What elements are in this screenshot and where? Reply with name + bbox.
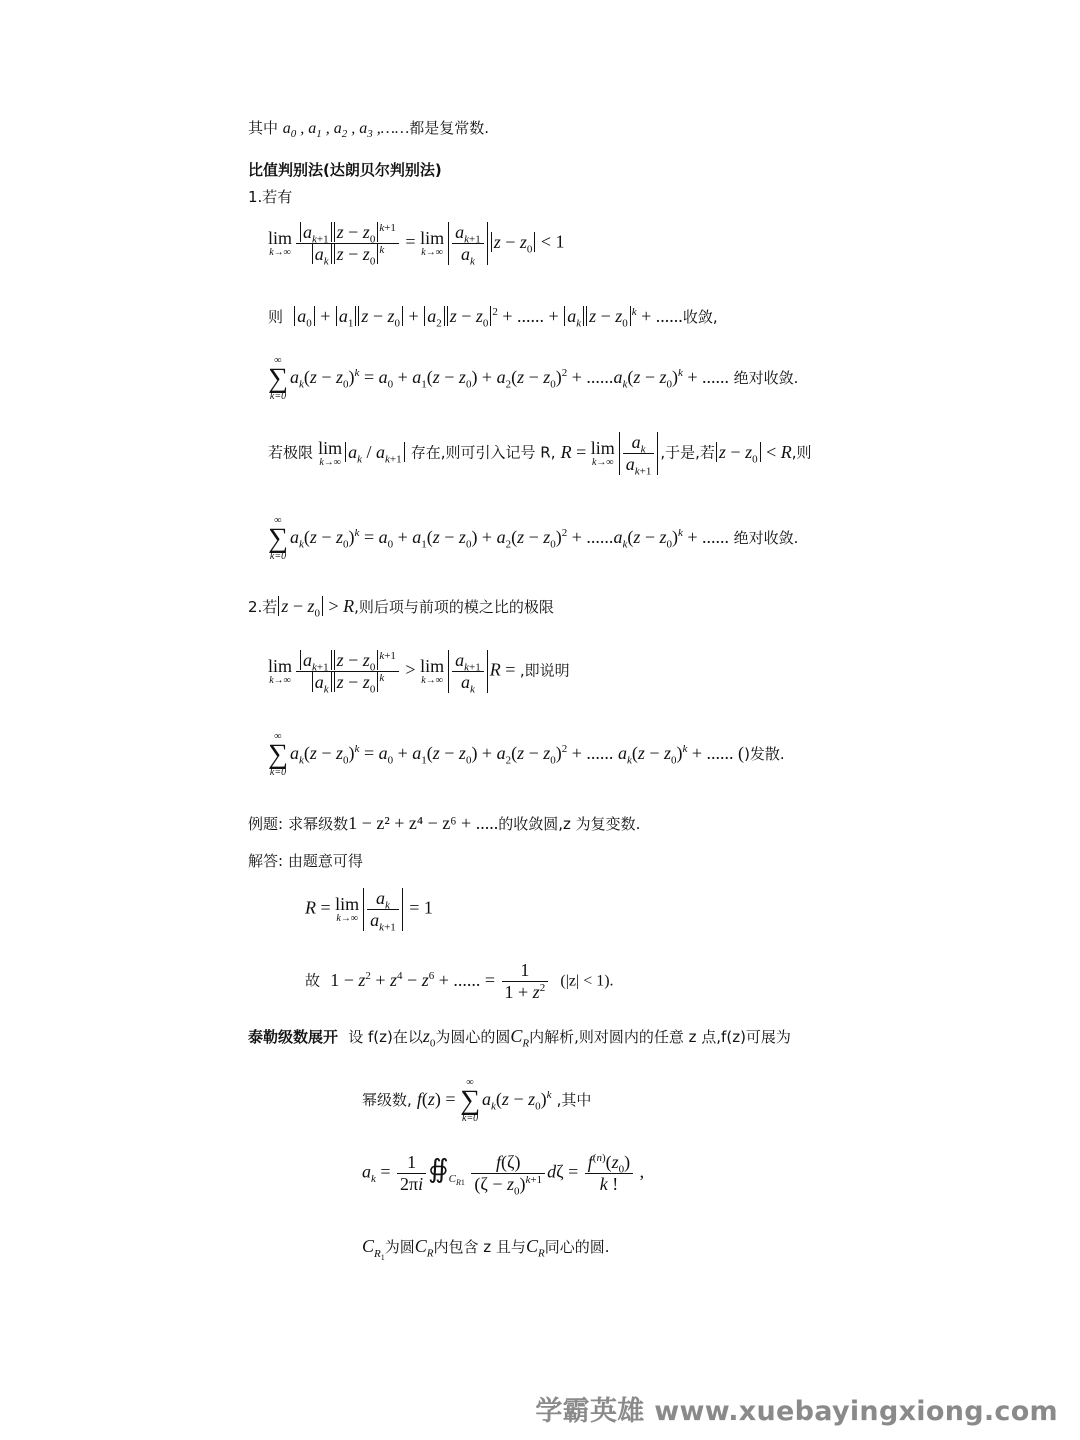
where-label: ,其中 — [556, 1091, 592, 1110]
converge-label: 收敛, — [682, 308, 718, 326]
namely-label: ,即说明 — [519, 661, 570, 680]
limit-sentence: 若极限 lim k→∞ $a_k / a_{k+1}$ 存在,则可引入记号 R, R = lim k→∞ $\frac{a_k}{a_{k+1}}$ ,于是,若 $z - z_0 < R$,则 — [268, 432, 812, 478]
example-series: 1 − z² + z⁴ − z⁶ + ..... — [348, 813, 499, 833]
taylor-intro-end: 内解析,则对圆内的任意 z 点,f(z)可展为 — [529, 1028, 791, 1046]
item1-label: 1.若有 — [248, 188, 293, 206]
abs-converge-label: 绝对收敛. — [733, 369, 799, 388]
intro-suffix: 都是复常数. — [409, 119, 490, 137]
example-label: 例题: — [248, 815, 284, 833]
circle-text-mid2: 内包含 z 且与 — [433, 1238, 526, 1256]
circle-text-mid: 为圆 — [384, 1238, 415, 1256]
ratio-limit-formula: lim k→∞ $\frac{a_{k+1} z - z_0^{k+1}}{a_k z - z_0^k}$ = lim k→∞ $\frac{a_{k+1}}{a_k}$ $z - z_0 < 1$ — [268, 222, 565, 268]
convergence-condition: (|z| < 1). — [560, 972, 614, 990]
sum-series-1: ∞ ∑ k=0 $a_k(z - z_0)^k = a_0 + a_1(z - z_0) + a_2(z - z_0)^2 + ......a_k(z - z_0)^k$ + ...... 绝对收敛. — [268, 355, 799, 402]
ratio-limit-formula-2: lim k→∞ $\frac{a_{k+1} z - z_0^{k+1}}{a_k z - z_0^k}$ > lim k→∞ $\frac{a_{k+1}}{a_k}$ R = ,即说明 — [268, 650, 570, 696]
taylor-line: 泰勒级数展开 设 f(z)在以$z_0$为圆心的圆$C_R$内解析,则对圆内的任意 z 点,f(z)可展为 — [248, 1026, 791, 1050]
watermark: 学霸英雄 www.xuebayingxiong.com — [535, 1396, 1058, 1427]
limit-prefix: 若极限 — [268, 443, 314, 462]
item2-prefix: 2.若 — [248, 598, 278, 616]
coefficients-list: $a_0$ , $a_1$ , $a_2$ , $a_3$ ,…… — [282, 120, 410, 141]
example-prefix: 求幂级数 — [288, 815, 349, 833]
power-series-line: 幂级数, f(z) = ∞ ∑ k=0 $a_k(z - z_0)^k$ ,其中 — [362, 1077, 592, 1124]
example-line — [248, 813, 640, 834]
abs-converge-label-2: 绝对收敛. — [733, 529, 799, 548]
answer-line — [248, 851, 363, 871]
power-series-label: 幂级数, — [362, 1091, 412, 1110]
intro-line — [248, 118, 489, 139]
sum-series-2: ∞ ∑ k=0 $a_k(z - z_0)^k = a_0 + a_1(z - z_0) + a_2(z - z_0)^2 + ......a_k(z - z_0)^k$ + ...... 绝对收敛. — [268, 515, 799, 562]
limit-then: ,于是,若 — [660, 443, 715, 462]
intro-prefix: 其中 — [248, 119, 279, 137]
item2-line: 2.若 $z - z_0 > R$,则后项与前项的模之比的极限 — [248, 596, 554, 620]
circle-line: $C_{R_1}$为圆$C_R$内包含 z 且与$C_R$同心的圆. — [362, 1236, 610, 1262]
taylor-intro-mid: 为圆心的圆 — [435, 1028, 511, 1046]
therefore-label: 故 — [305, 971, 321, 990]
radius-formula: R = lim k→∞ $\frac{a_k}{a_{k+1}}$ = 1 — [305, 888, 433, 934]
sum-series-3: ∞ ∑ k=0 $a_k(z - z_0)^k = a_0 + a_1(z - z_0) + a_2(z - z_0)^2$ + ...... $a_k(z - z_0)^k$ + ...... ()发散. — [268, 731, 785, 778]
example-suffix: 的收敛圆,z 为复变数. — [498, 815, 641, 833]
taylor-heading: 泰勒级数展开 — [248, 1028, 339, 1046]
taylor-intro: 设 f(z)在以 — [348, 1028, 423, 1046]
diverge-label: )发散. — [744, 745, 785, 764]
limit-end: ,则 — [791, 443, 812, 462]
answer-text: 由题意可得 — [287, 852, 363, 870]
coefficient-formula: $a_k$ = $\frac{1}{2\pi i}$ $∯_{C_{R1}}$ $\frac{f(\zeta)}{(\zeta - z_0)^{k+1}}$ dζ = $\frac{f^{(n)}(z_0)}{k !}$ , — [362, 1152, 645, 1198]
then-label: 则 — [268, 308, 284, 326]
answer-label: 解答: — [248, 852, 284, 870]
item2-suffix: ,则后项与前项的模之比的极限 — [354, 598, 554, 616]
therefore-line: 故 $1 - z^2 + z^4 - z^6$ + ...... = $\frac{1}{1 + z^2}$ (|z| < 1). — [305, 960, 614, 1002]
limit-mid: 存在,则可引入记号 R, — [410, 443, 556, 462]
circle-text-end: 同心的圆. — [544, 1238, 610, 1256]
then-line: 则 $a_0 + a_1$ $z - z_0 + a_2$ $z - z_0^2$ + ...... + $a_k$ $z - z_0^k$ + ......收敛, — [268, 306, 718, 330]
ratio-test-heading: 比值判别法(达朗贝尔判别法) — [248, 161, 442, 179]
